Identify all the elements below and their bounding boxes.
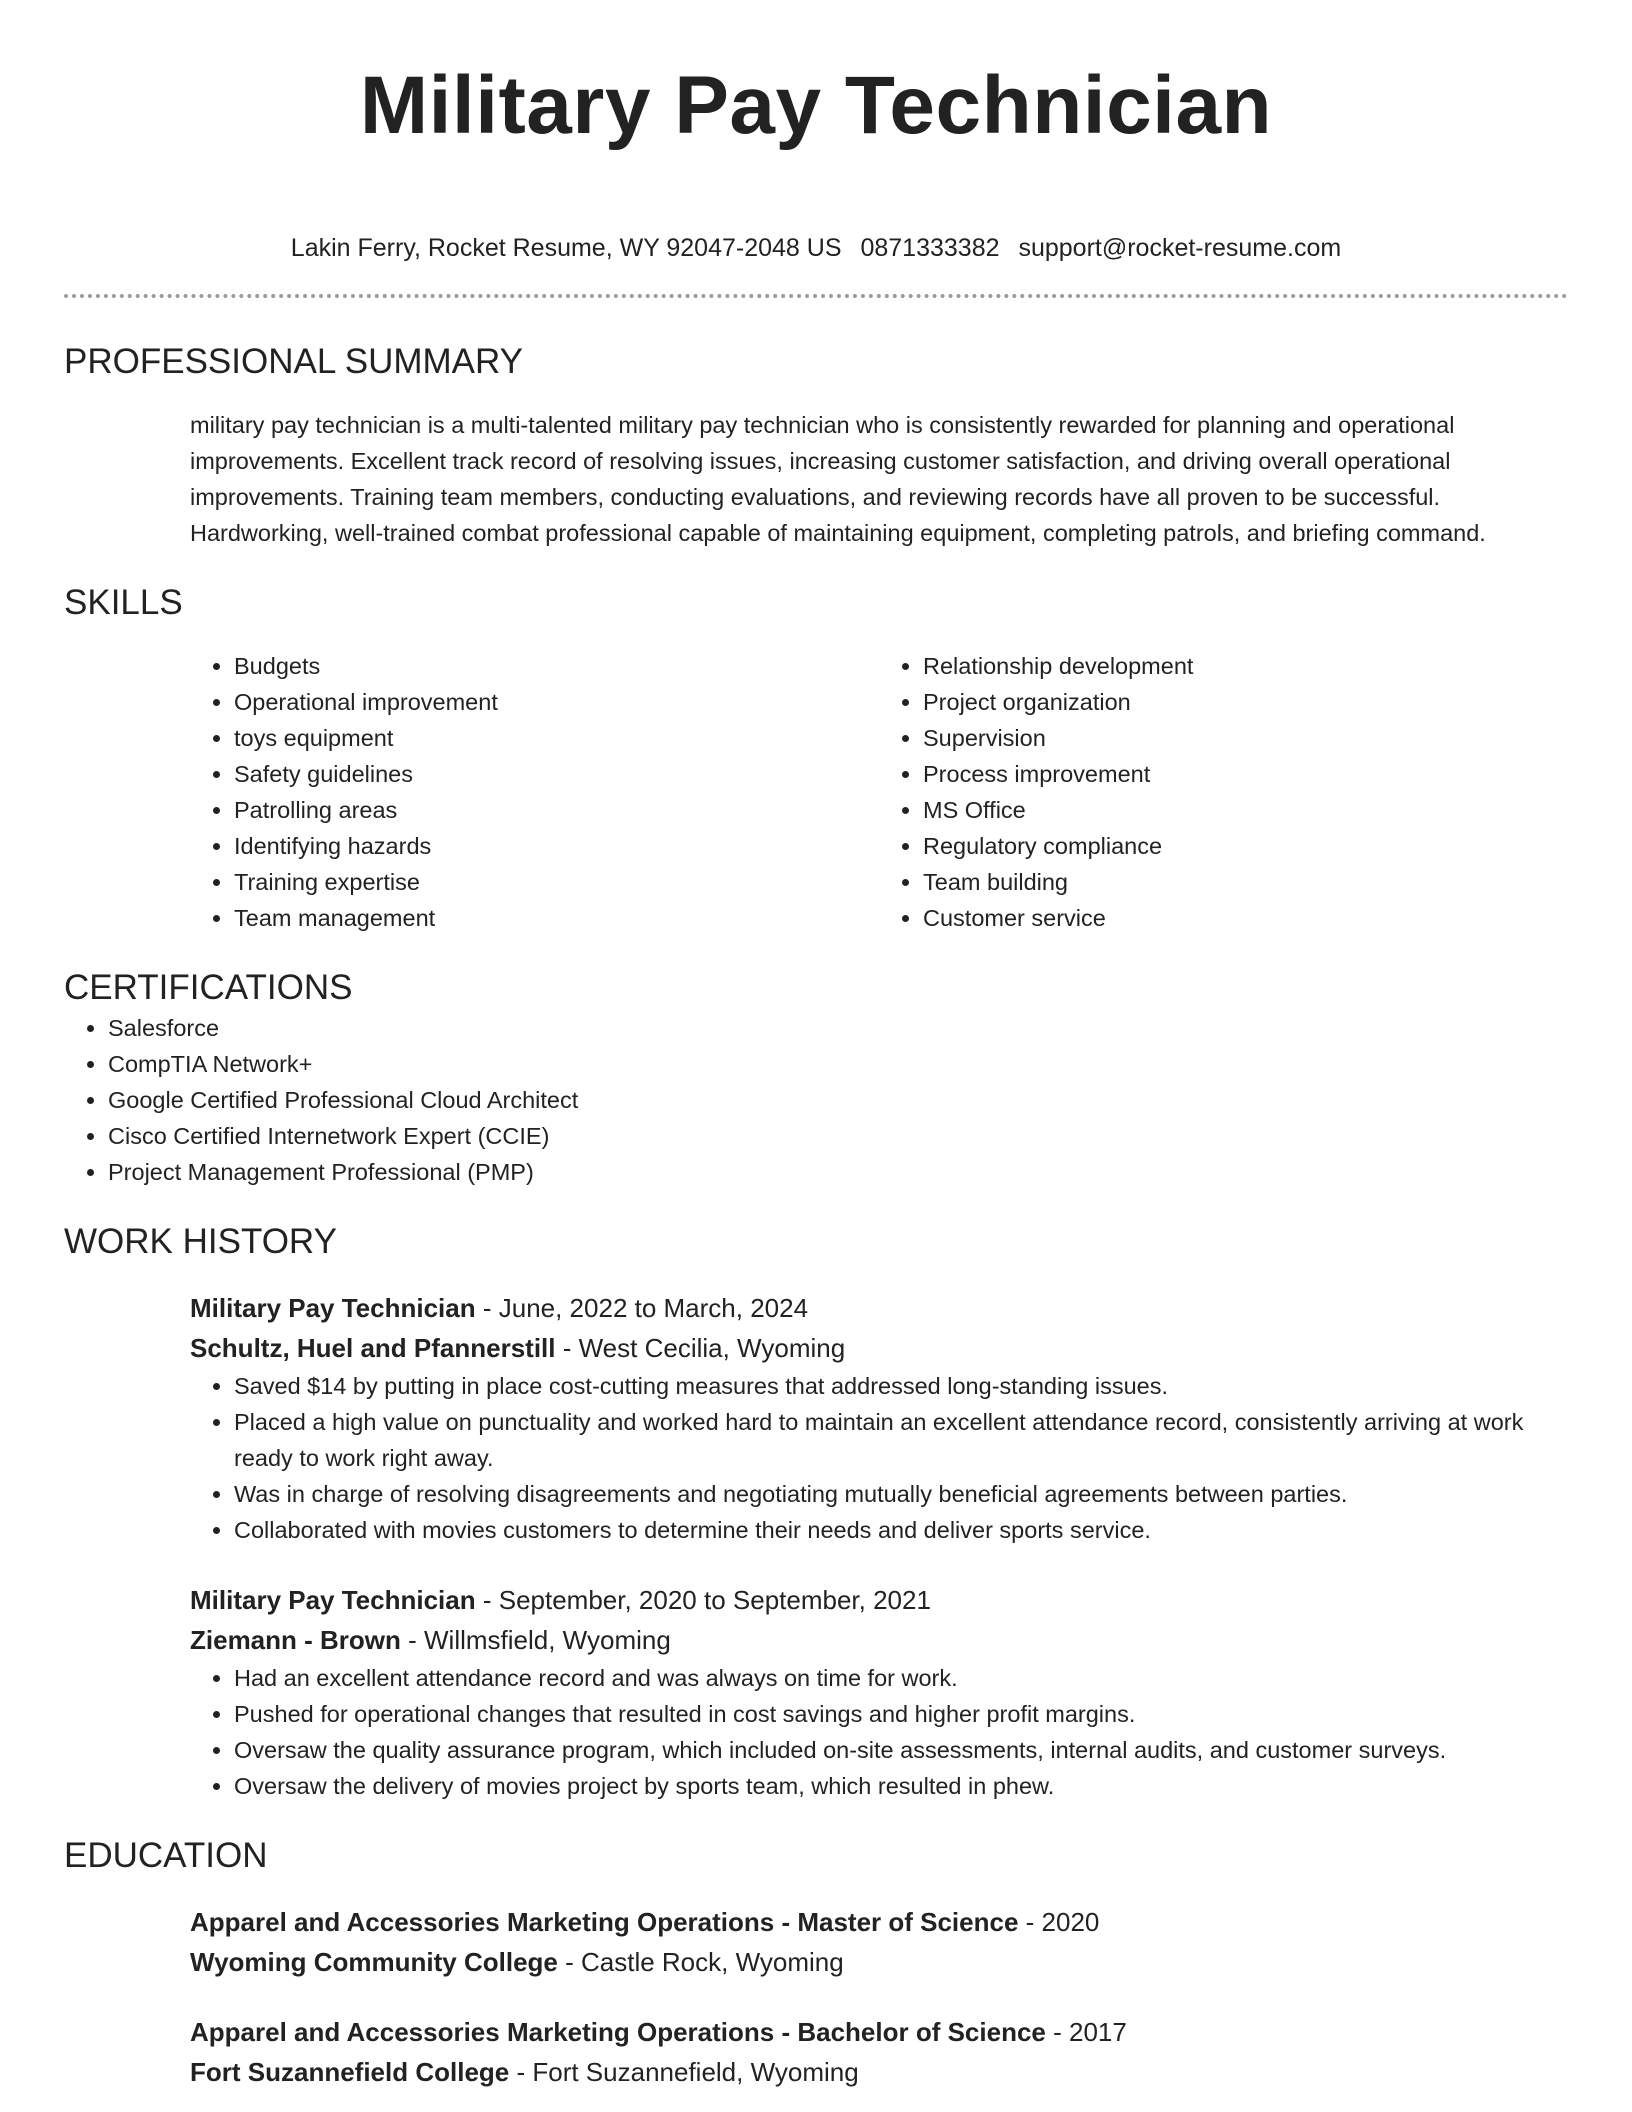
job-company: Schultz, Huel and Pfannerstill [190,1333,556,1363]
certifications-heading: CERTIFICATIONS [64,968,353,1007]
education-school: Fort Suzannefield College [190,2057,510,2087]
summary-text: military pay technician is a multi-talented military pay technician who is consistently rewarded for planning and operational improvements. Excellent track record of resolving issues, increasing customer satisfaction, and driving overall operational improvements. Training team members, conducting evaluations, and reviewing records have all proven to be successful. Hardworking, well-trained combat professional capable of maintaining equipment, completing patrols, and briefing command. [190,412,1486,546]
education-degree-line [190,2012,1568,2052]
resume-page [64,0,1568,2092]
contact-phone: 0871333382 [860,234,1000,262]
skill-item: • Operational improvement [234,684,879,720]
work-history-heading: WORK HISTORY [64,1222,337,1261]
skill-item: • Team management [234,900,879,936]
job-bullet: • Oversaw the quality assurance program, which included on-site assessments, internal audits, and customer surveys. [234,1732,1568,1768]
skill-item: • Budgets [234,648,879,684]
education-year: - 2020 [1018,1907,1100,1937]
header-divider [64,294,1568,298]
skill-item: • Training expertise [234,864,879,900]
job-bullet: • Placed a high value on punctuality and worked hard to maintain an excellent attendance record, consistently arriving at work ready to work right away. [234,1404,1568,1476]
skills-columns [190,648,1568,936]
education-entry [190,1902,1568,1982]
job-bullet: • Saved $14 by putting in place cost-cutting measures that addressed long-standing issues. [234,1368,1568,1404]
education-school: Wyoming Community College [190,1947,558,1977]
job-entry [190,1580,1568,1804]
education-school-line [190,1942,1568,1982]
skill-item: • Team building [923,864,1568,900]
certifications-list [64,1010,1568,1190]
skill-item: • Patrolling areas [234,792,879,828]
certification-item: • Project Management Professional (PMP) [108,1154,1568,1190]
job-location: - Willmsfield, Wyoming [400,1625,671,1655]
certification-item: • Google Certified Professional Cloud Architect [108,1082,1568,1118]
education-location: - Fort Suzannefield, Wyoming [509,2057,859,2087]
summary-heading: PROFESSIONAL SUMMARY [64,342,523,381]
job-entry [190,1288,1568,1548]
job-dates: - June, 2022 to March, 2024 [475,1293,809,1323]
job-location: - West Cecilia, Wyoming [555,1333,846,1363]
education-entry [190,2012,1568,2092]
job-bullet: • Had an excellent attendance record and was always on time for work. [234,1660,1568,1696]
job-role: Military Pay Technician [190,1293,476,1323]
job-bullet: • Oversaw the delivery of movies project by sports team, which resulted in phew. [234,1768,1568,1804]
job-role: Military Pay Technician [190,1585,476,1615]
job-company-line [190,1620,1568,1660]
job-company: Ziemann - Brown [190,1625,401,1655]
skill-item: • Process improvement [923,756,1568,792]
education-degree: Apparel and Accessories Marketing Operations - Master of Science [190,1907,1019,1937]
skill-item: • Customer service [923,900,1568,936]
skill-item: • Supervision [923,720,1568,756]
skill-item: • Relationship development [923,648,1568,684]
job-bullet: • Pushed for operational changes that resulted in cost savings and higher profit margins. [234,1696,1568,1732]
certification-item: • Cisco Certified Internetwork Expert (CCIE) [108,1118,1568,1154]
skill-item: • Regulatory compliance [923,828,1568,864]
education-degree: Apparel and Accessories Marketing Operations - Bachelor of Science [190,2017,1046,2047]
skill-item: • Project organization [923,684,1568,720]
job-role-line [190,1580,1568,1620]
education-school-line [190,2052,1568,2092]
certification-item: • CompTIA Network+ [108,1046,1568,1082]
job-bullets [190,1660,1568,1804]
contact-address: Lakin Ferry, Rocket Resume, WY 92047-2048 US [290,234,842,262]
job-company-line [190,1328,1568,1368]
resume-name: Military Pay Technician [359,60,1273,151]
skills-heading: SKILLS [64,583,183,622]
skill-item: • MS Office [923,792,1568,828]
contact-email: support@rocket-resume.com [1018,234,1342,262]
job-bullets [190,1368,1568,1548]
skill-item: • Identifying hazards [234,828,879,864]
education-heading: EDUCATION [64,1836,268,1875]
education-degree-line [190,1902,1568,1942]
certification-item: • Salesforce [108,1010,1568,1046]
skill-item: • toys equipment [234,720,879,756]
contact-line [64,232,1568,264]
job-dates: - September, 2020 to September, 2021 [475,1585,931,1615]
job-bullet: • Collaborated with movies customers to determine their needs and deliver sports service. [234,1512,1568,1548]
education-year: - 2017 [1045,2017,1127,2047]
skill-item: • Safety guidelines [234,756,879,792]
skills-left-list [190,648,879,936]
job-bullet: • Was in charge of resolving disagreements and negotiating mutually beneficial agreements between parties. [234,1476,1568,1512]
education-location: - Castle Rock, Wyoming [557,1947,844,1977]
job-role-line [190,1288,1568,1328]
skills-right-list [879,648,1568,936]
